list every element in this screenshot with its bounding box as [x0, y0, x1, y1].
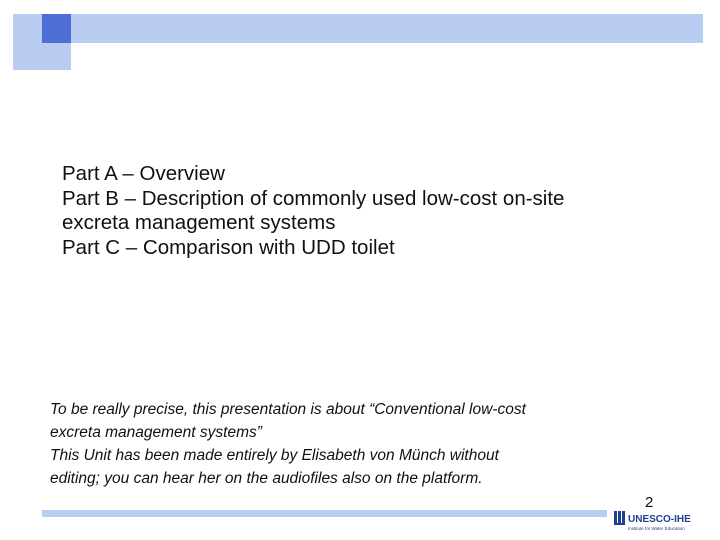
decorative-square-dark — [42, 14, 71, 43]
note-line: To be really precise, this presentation is about “Conventional low-cost — [50, 401, 526, 418]
unesco-ihe-logo — [614, 510, 709, 532]
note-line: This Unit has been made entirely by Elisabeth von Münch without — [50, 447, 499, 464]
page-number: 2 — [645, 494, 654, 511]
agenda-line: excreta management systems — [62, 211, 336, 235]
agenda-list — [62, 162, 702, 261]
note-line: editing; you can hear her on the audiofiles also on the platform. — [50, 470, 483, 487]
logo-wordmark: UNESCO-IHE — [628, 514, 691, 525]
footer-bar — [42, 510, 607, 517]
agenda-line: Part C – Comparison with UDD toilet — [62, 236, 395, 260]
header-bar — [71, 14, 703, 43]
note-line: excreta management systems” — [50, 424, 262, 441]
agenda-line: Part A – Overview — [62, 162, 225, 185]
presenter-note — [50, 398, 650, 490]
agenda-line: Part B – Description of commonly used low-cost on-site — [62, 186, 565, 210]
logo-subtitle: Institute for Water Education — [628, 526, 685, 531]
